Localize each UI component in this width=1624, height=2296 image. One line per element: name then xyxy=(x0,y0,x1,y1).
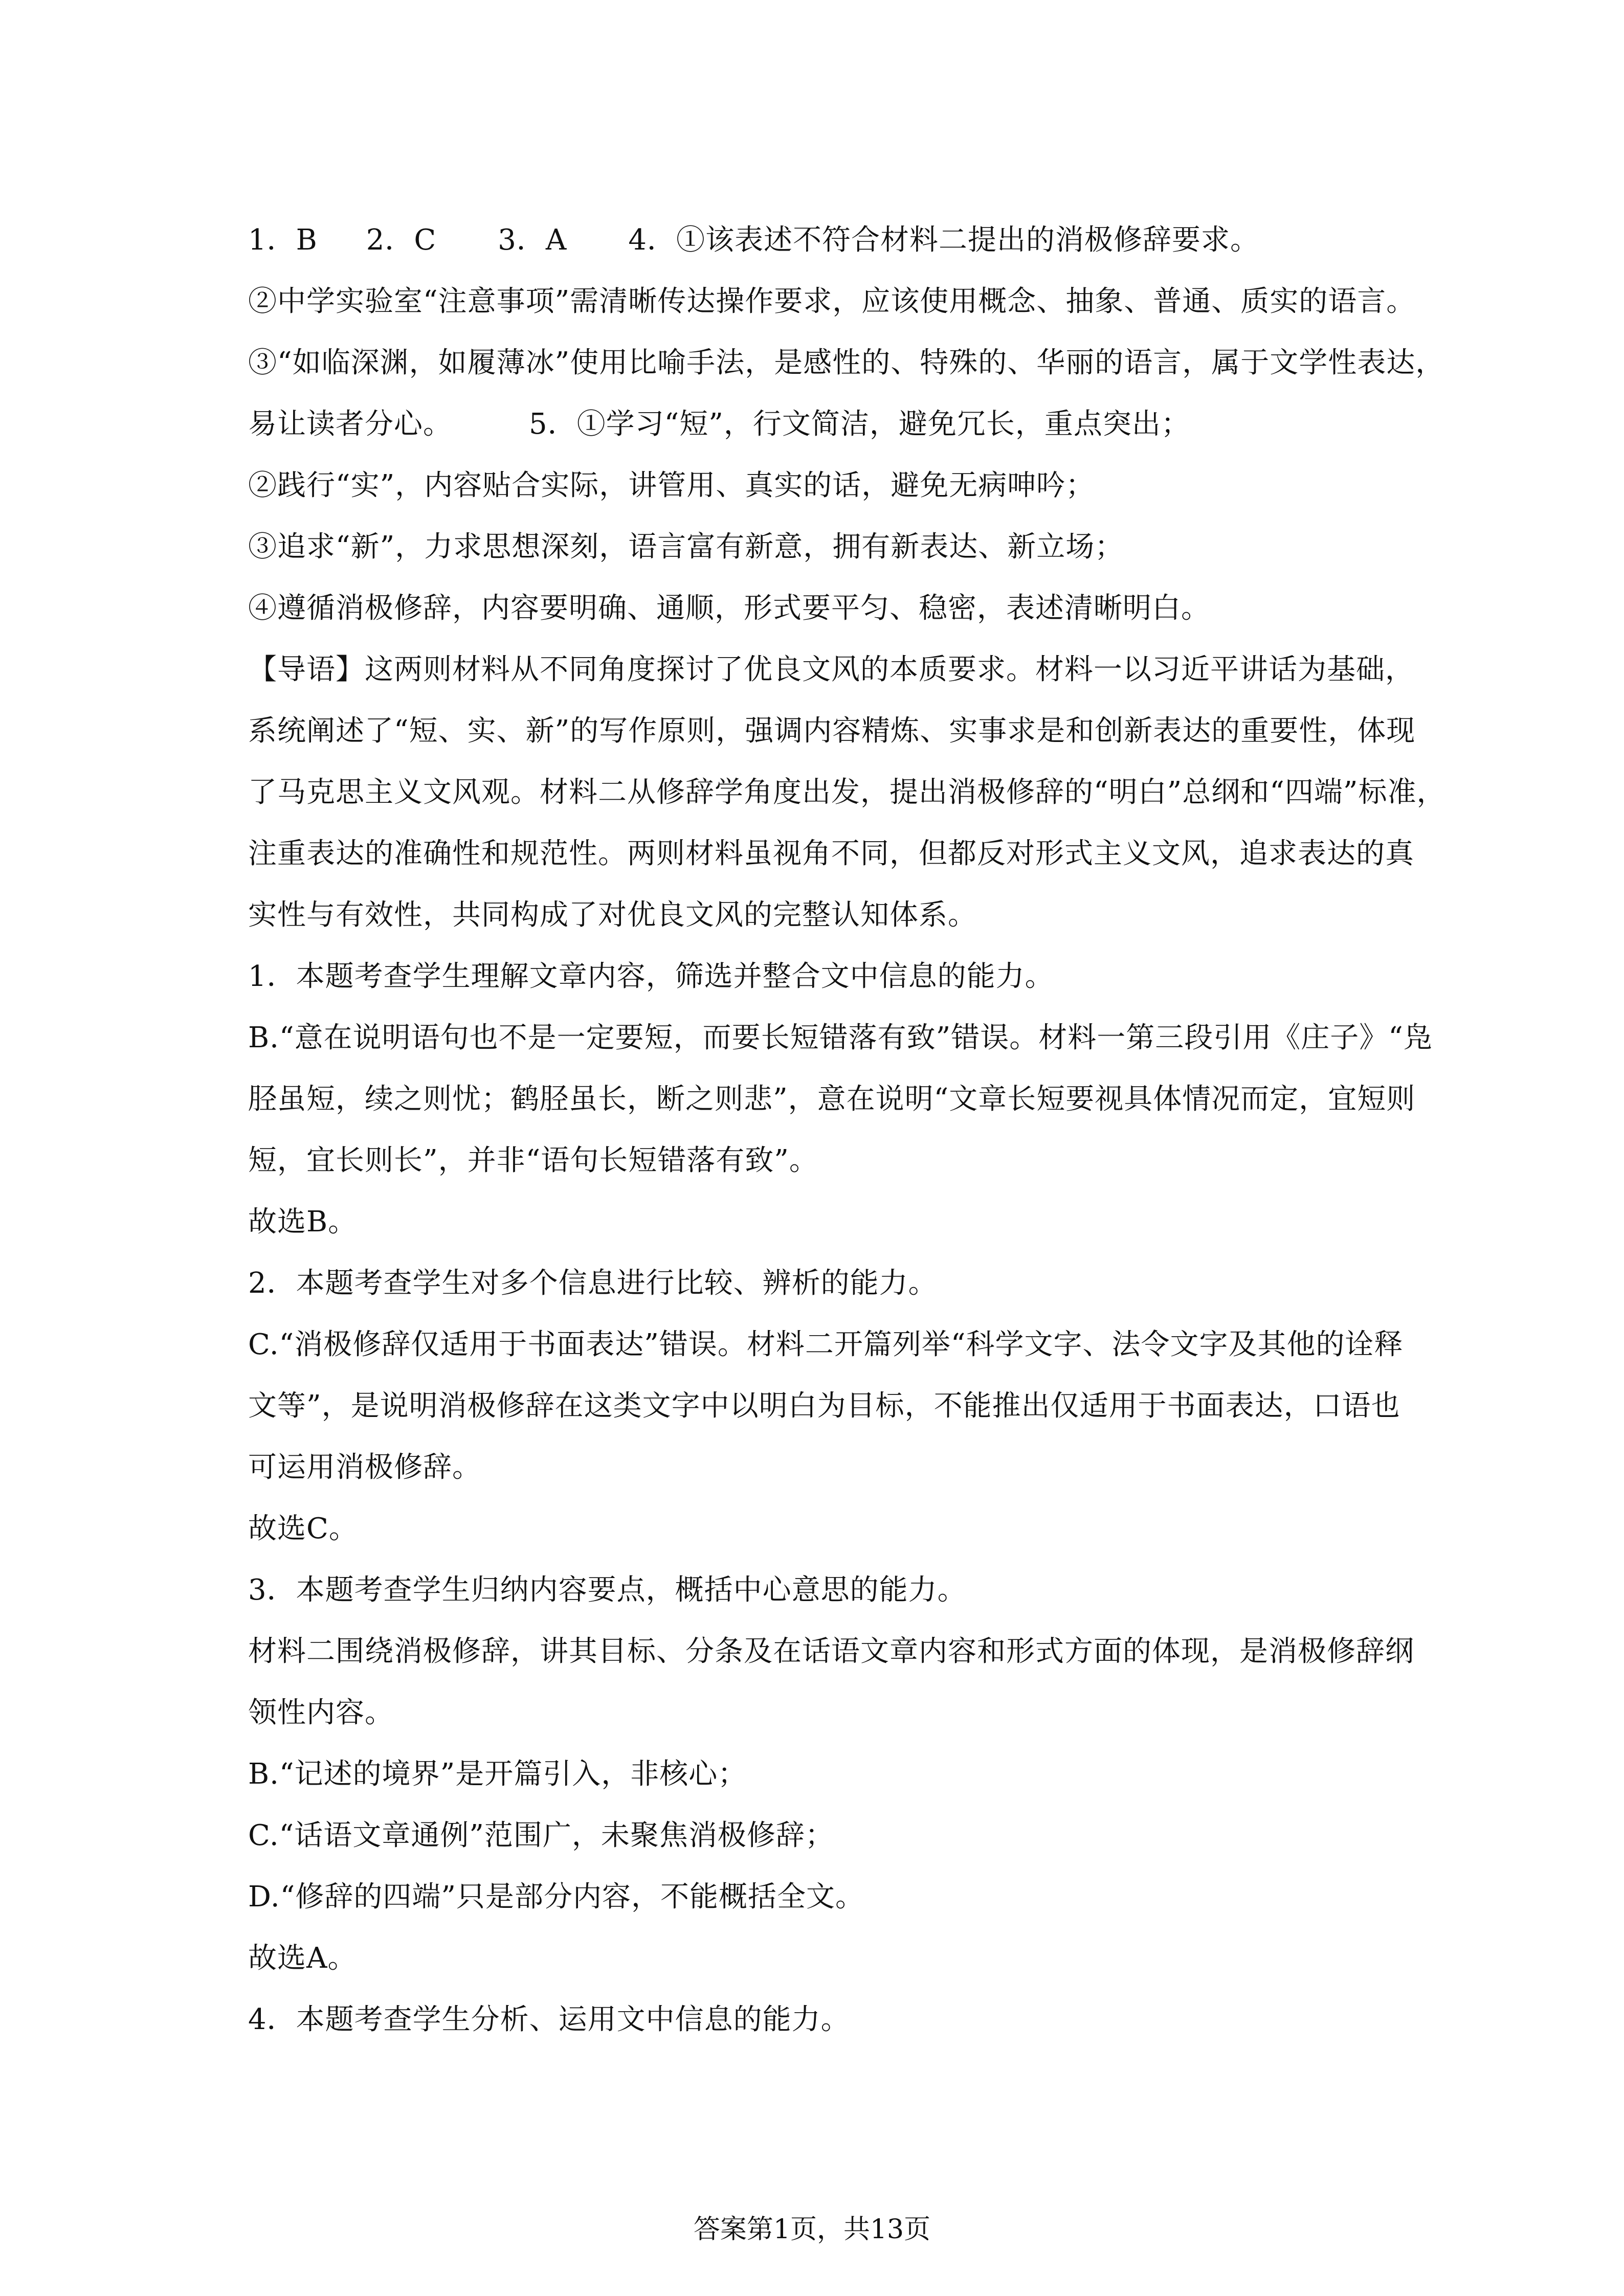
conclusion-line: 故选A。 xyxy=(248,1942,357,1975)
explanation-line: 可运用消极修辞。 xyxy=(248,1451,481,1484)
conclusion-line: 故选B。 xyxy=(248,1205,358,1239)
explanation-line: 材料二围绕消极修辞，讲其目标、分条及在话语文章内容和形式方面的体现，是消极修辞纲 xyxy=(248,1635,1414,1668)
text-line: ②中学实验室“注意事项”需清晰传达操作要求，应该使用概念、抽象、普通、质实的语言。 xyxy=(248,285,1416,318)
explanation-line: D.“修辞的四端”只是部分内容，不能概括全文。 xyxy=(248,1880,864,1914)
text-line xyxy=(248,394,1407,455)
answer-key-line xyxy=(248,210,1407,271)
intro-paragraph-line: 实性与有效性，共同构成了对优良文风的完整认知体系。 xyxy=(248,898,977,932)
explanation-line: 短，宜长则长”，并非“语句长短错落有致”。 xyxy=(248,1144,818,1177)
answer-1: 1．B xyxy=(248,223,318,257)
explanation-heading: 1．本题考查学生理解文章内容，筛选并整合文中信息的能力。 xyxy=(248,960,1054,993)
text-line: ④遵循消极修辞，内容要明确、通顺，形式要平匀、稳密，表述清晰明白。 xyxy=(248,592,1210,625)
text-line: ③追求“新”，力求思想深刻，语言富有新意，拥有新表达、新立场； xyxy=(248,530,1124,564)
intro-paragraph-line: 【导语】这两则材料从不同角度探讨了优良文风的本质要求。材料一以习近平讲话为基础， xyxy=(248,653,1414,686)
answer-4: 4．①该表述不符合材料二提出的消极修辞要求。 xyxy=(628,223,1259,257)
explanation-line: C.“话语文章通例”范围广，未聚焦消极修辞； xyxy=(248,1819,834,1852)
text-line: ③“如临深渊，如履薄冰”使用比喻手法，是感性的、特殊的、华丽的语言，属于文学性表达， xyxy=(248,346,1445,379)
conclusion-line: 故选C。 xyxy=(248,1512,358,1545)
explanation-line: C.“消极修辞仅适用于书面表达”错误。材料二开篇列举“科学文字、法令文字及其他的诠释 xyxy=(248,1328,1404,1361)
explanation-line: B.“记述的境界”是开篇引入，非核心； xyxy=(248,1758,747,1791)
page-footer: 答案第1页，共13页 xyxy=(693,2214,931,2245)
explanation-heading: 4．本题考查学生分析、运用文中信息的能力。 xyxy=(248,2003,850,2036)
answer-2: 2．C xyxy=(366,223,437,257)
answer-page xyxy=(248,210,1446,2051)
explanation-line: B.“意在说明语句也不是一定要短，而要长短错落有致”错误。材料一第三段引用《庄子》“凫 xyxy=(248,1021,1433,1054)
answer-3: 3．A xyxy=(498,223,567,257)
text-line: ②践行“实”，内容贴合实际，讲管用、真实的话，避免无病呻吟； xyxy=(248,469,1095,502)
intro-paragraph-line: 系统阐述了“短、实、新”的写作原则，强调内容精炼、实事求是和创新表达的重要性，体现 xyxy=(248,714,1416,748)
intro-paragraph-line: 了马克思主义文风观。材料二从修辞学角度出发，提出消极修辞的“明白”总纲和“四端”标准， xyxy=(248,776,1446,809)
text-fragment: 易让读者分心。 xyxy=(248,408,452,441)
explanation-line: 领性内容。 xyxy=(248,1696,394,1729)
intro-paragraph-line: 注重表达的准确性和规范性。两则材料虽视角不同，但都反对形式主义文风，追求表达的真 xyxy=(248,837,1414,870)
explanation-heading: 3．本题考查学生归纳内容要点，概括中心意思的能力。 xyxy=(248,1573,967,1607)
answer-5: 5．①学习“短”，行文简洁，避免冗长，重点突出； xyxy=(529,408,1190,441)
explanation-line: 文等”，是说明消极修辞在这类文字中以明白为目标，不能推出仅适用于书面表达，口语也 xyxy=(248,1389,1400,1423)
explanation-heading: 2．本题考查学生对多个信息进行比较、辨析的能力。 xyxy=(248,1267,938,1300)
explanation-line: 胫虽短，续之则忧；鹤胫虽长，断之则悲”，意在说明“文章长短要视具体情况而定，宜短则 xyxy=(248,1083,1416,1116)
